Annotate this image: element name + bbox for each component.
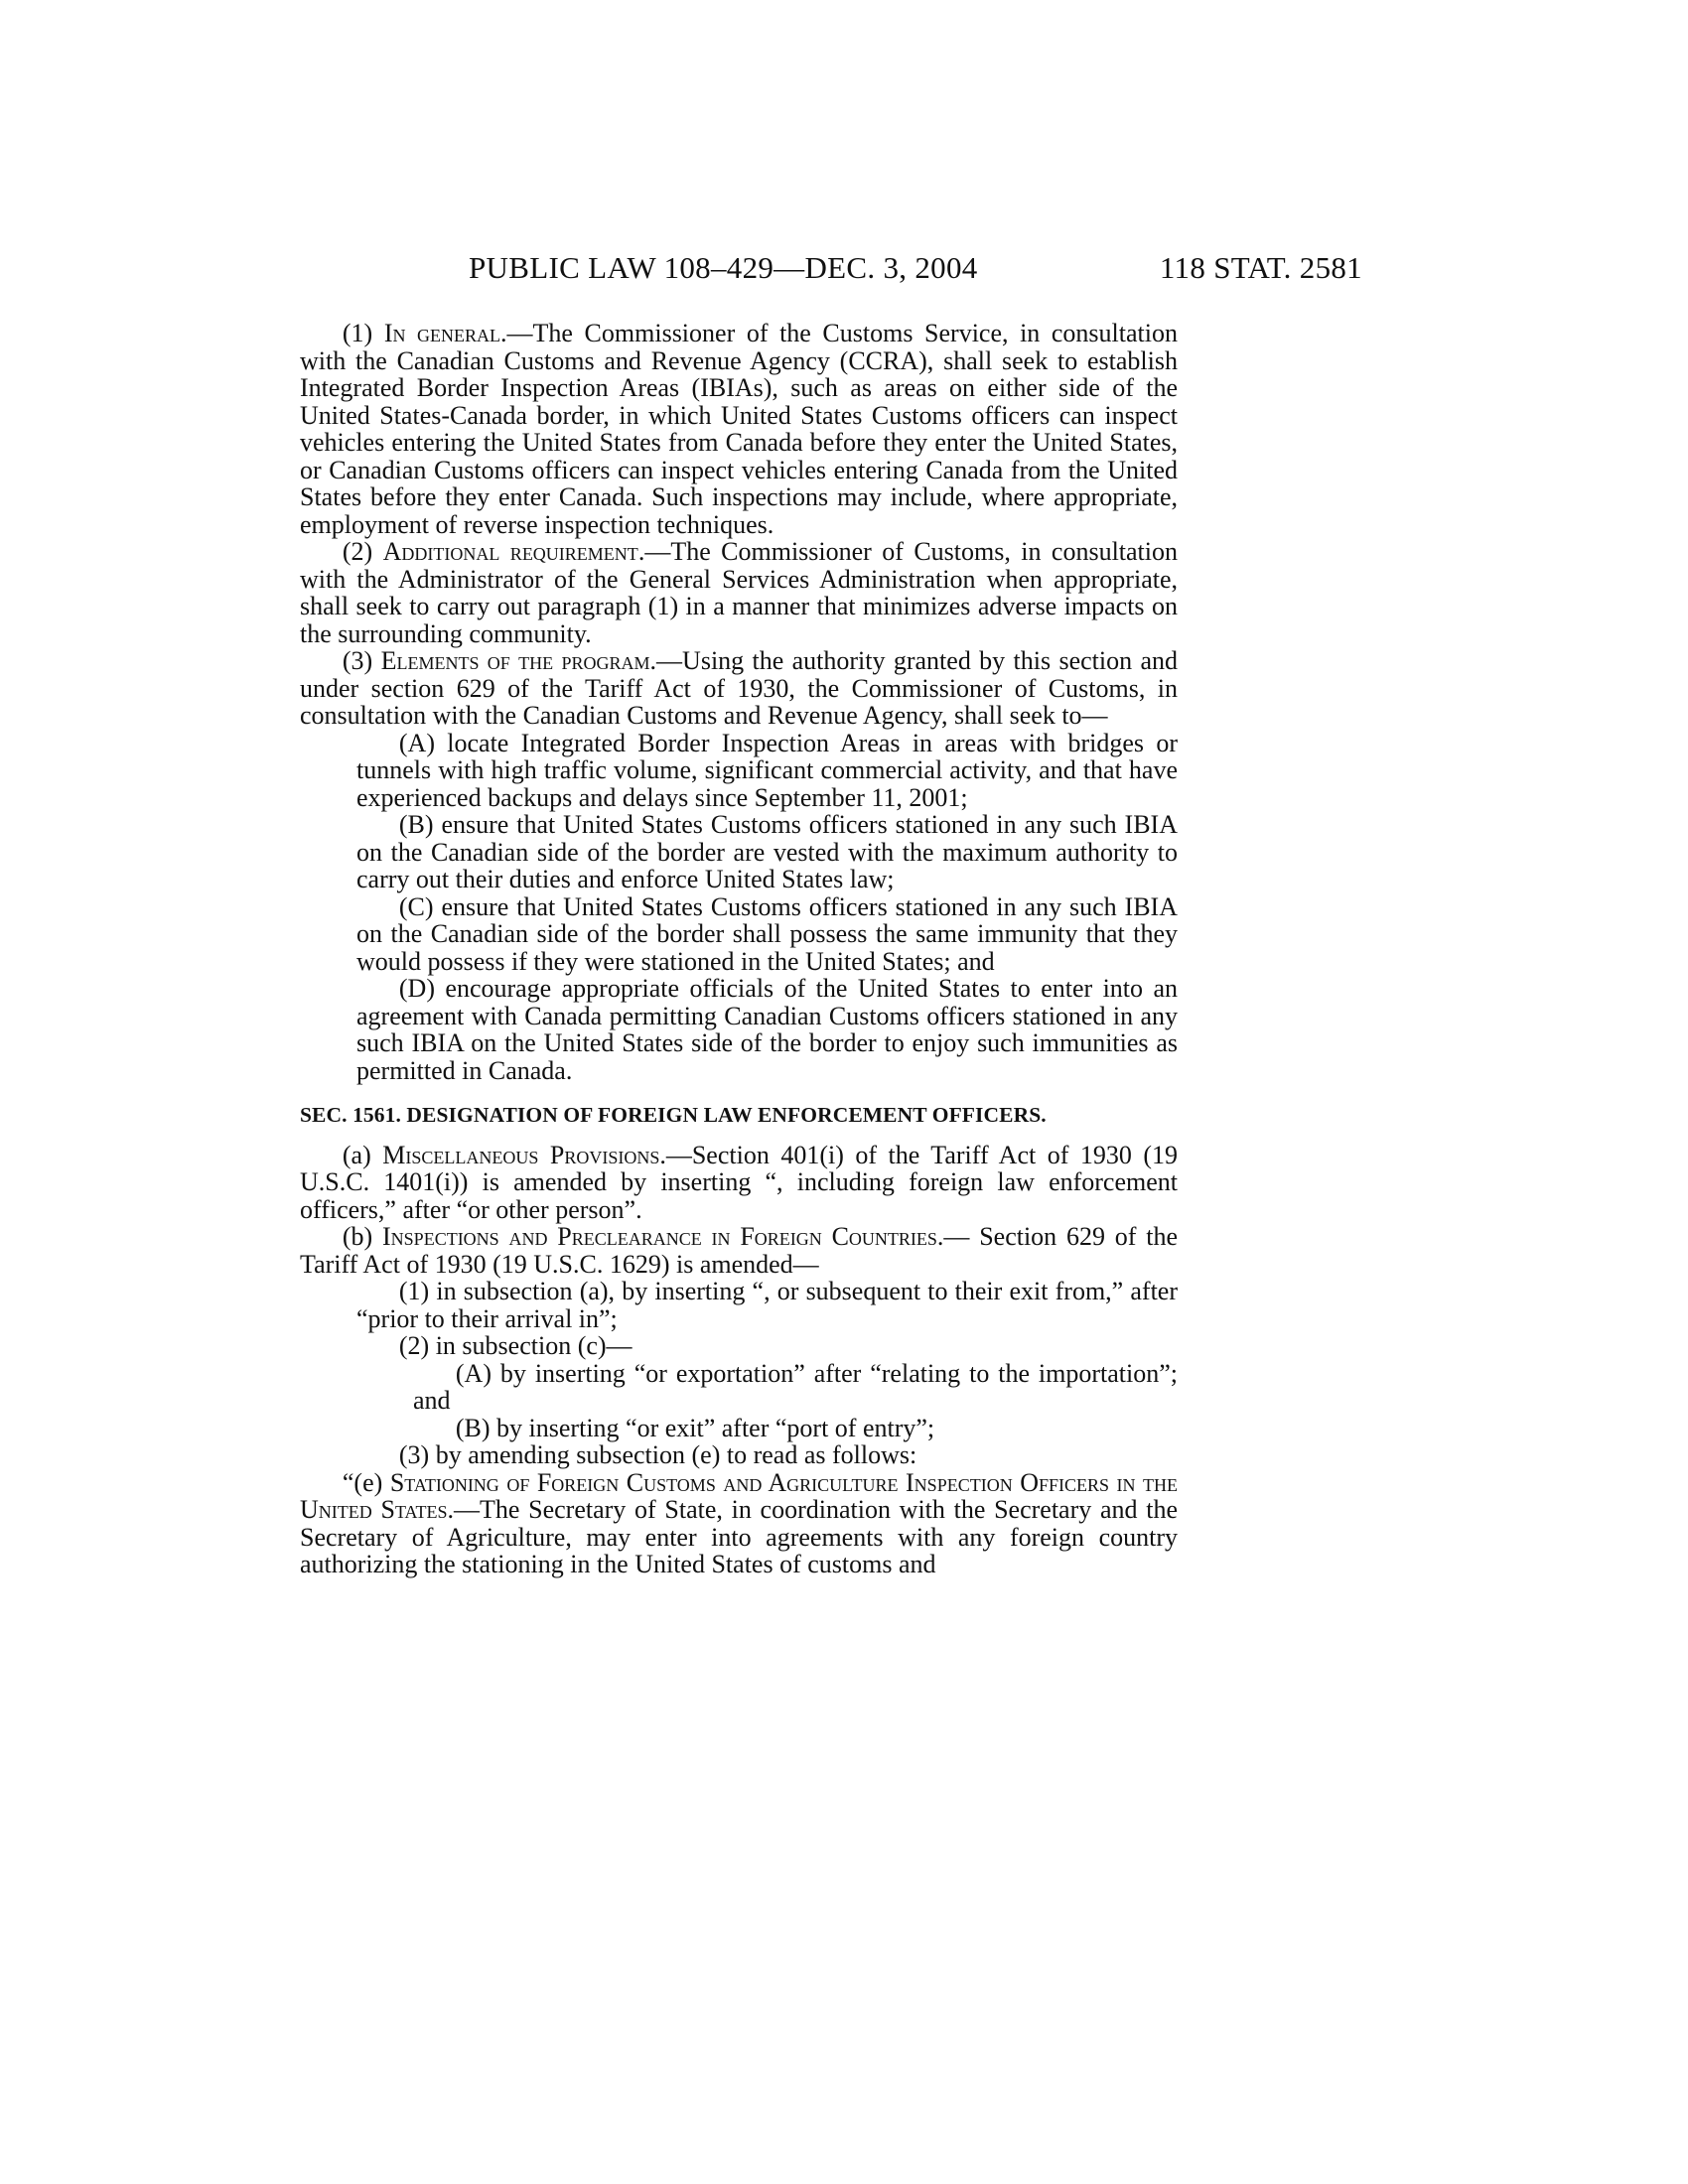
paragraph-3: [300, 647, 1178, 730]
paragraph-2-text: .—The Commissioner of Customs, in consultation with the Administrator of the General Services Administration when appropriate, shall seek to carry out paragraph (1) in a manner that minimizes adverse impacts on the surrounding community.: [300, 537, 1179, 648]
running-header-page-number: 118 STAT. 2581: [1159, 250, 1362, 285]
quoted-subsection-e-heading: Stationing of Foreign Customs and Agriculture Inspection Officers in the United States: [300, 1467, 1179, 1524]
paragraph-1-heading: In general: [383, 319, 501, 347]
subparagraph-d: (D) encourage appropriate officials of the United States to enter into an agreement with Canada permitting Canadian Customs officers stationed in any such IBIA on the United States side of the border to enjoy such immunities as permitted in Canada.: [356, 974, 1178, 1085]
subsection-b-paragraph-3: (3) by amending subsection (e) to read as follows:: [398, 1440, 917, 1469]
running-header-title: PUBLIC LAW 108–429—DEC. 3, 2004: [469, 250, 978, 285]
paragraph-2: [300, 538, 1178, 647]
subsection-b-text: .— Section 629 of the Tariff Act of 1930 (19 U.S.C. 1629) is amended—: [300, 1222, 1178, 1279]
paragraph-1-number: (1): [342, 319, 373, 347]
subsection-b-2-b: (B) by inserting “or exit” after “port of entry”;: [455, 1413, 935, 1442]
paragraph-1-text: .—The Commissioner of the Customs Service, in consultation with the Canadian Customs and Revenue Agency (CCRA), shall seek to establish Integrated Border Inspection Areas (IBIAs), such as areas on either side of the United States-Canada border, in which United States Customs officers can inspect vehicles entering the United States from Canada before they enter the United States, or Canadian Customs officers can inspect vehicles entering Canada from the United States before they enter Canada. Such inspections may include, where appropriate, employment of reverse inspection techniques.: [300, 319, 1178, 539]
subsection-b-2-a: (A) by inserting “or exportation” after “relating to the importation”; and: [413, 1358, 1178, 1415]
paragraph-1: [300, 320, 1178, 538]
paragraph-2-number: (2): [342, 537, 373, 566]
body-text: [300, 320, 1178, 1578]
paragraph-3-text: .—Using the authority granted by this section and under section 629 of the Tariff Act of 1930, the Commissioner of Customs, in consultation with the Canadian Customs and Revenue Agency, shall seek to—: [300, 646, 1178, 730]
subparagraph-b: (B) ensure that United States Customs officers stationed in any such IBIA on the Canadian side of the border are vested with the maximum authority to carry out their duties and enforce United States law;: [356, 810, 1178, 893]
paragraph-3-number: (3): [342, 646, 373, 675]
subsection-a-number: (a): [342, 1140, 371, 1169]
subparagraph-a: (A) locate Integrated Border Inspection Areas in areas with bridges or tunnels with high traffic volume, significant commercial activity, and that have experienced backups and delays since September 11, 2001;: [356, 728, 1178, 812]
quoted-subsection-e-number: “(e): [342, 1467, 383, 1497]
paragraph-2-heading: Additional requirement: [382, 537, 638, 566]
subsection-b-heading: Inspections and Preclearance in Foreign Countries: [382, 1222, 937, 1251]
subsection-a: [300, 1142, 1178, 1224]
subsection-b: [300, 1223, 1178, 1278]
subparagraph-c: (C) ensure that United States Customs officers stationed in any such IBIA on the Canadian side of the border shall possess the same immunity that they would possess if they were stationed in the United States; and: [356, 891, 1178, 976]
subsection-b-paragraph-1: (1) in subsection (a), by inserting “, or subsequent to their exit from,” after “prior to their arrival in”;: [356, 1277, 1178, 1333]
subsection-a-heading: Miscellaneous Provisions: [382, 1140, 660, 1169]
section-heading: SEC. 1561. DESIGNATION OF FOREIGN LAW ENFORCEMENT OFFICERS.: [300, 1103, 1047, 1127]
paragraph-3-heading: Elements of the program: [380, 646, 650, 675]
quoted-subsection-e-text: .—The Secretary of State, in coordination with the Secretary and the Secretary of Agriculture, may enter into agreements with any foreign country authorizing the stationing in the United States of customs and: [300, 1495, 1178, 1578]
subsection-b-number: (b): [342, 1222, 373, 1251]
subsection-b-paragraph-2: (2) in subsection (c)—: [398, 1331, 633, 1360]
quoted-subsection-e: [300, 1469, 1178, 1578]
subsection-a-text: .—Section 401(i) of the Tariff Act of 1930 (19 U.S.C. 1401(i)) is amended by inserting “, including foreign law enforcement officers,” after “or other person”.: [300, 1140, 1179, 1224]
